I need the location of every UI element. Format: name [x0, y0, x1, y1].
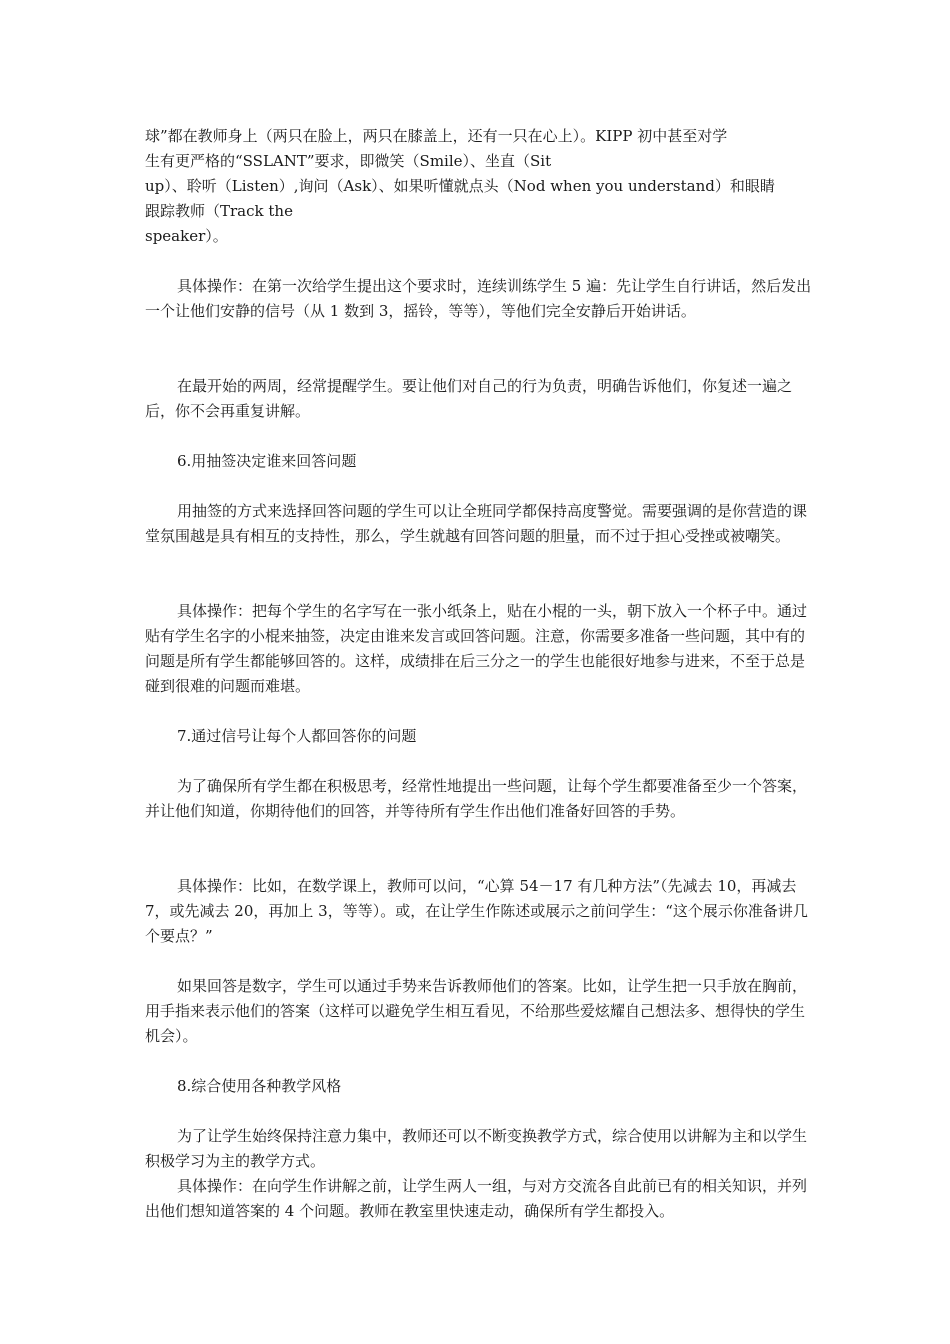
paragraph-practice-2: 具体操作：把每个学生的名字写在一张小纸条上，贴在小棍的一头，朝下放入一个杯子中。通过贴有学生名字的小棍来抽签，决定由谁来发言或回答问题。注意，你需要多准备一些问题，其中有的问题是所有学生都能够回答的。这样，成绩排在后三分之一的学生也能很好地参与进来，不至于总是碰到很难的问题而难堪。	[145, 602, 808, 695]
intro-line: up）、聆听（Listen）,询问（Ask）、如果听懂就点头（Nod when you understand）和眼睛	[145, 177, 775, 195]
intro-line: 跟踪教师（Track the	[145, 202, 293, 220]
section-heading-6: 6.用抽签决定谁来回答问题	[177, 452, 357, 470]
section-heading-8: 8.综合使用各种教学风格	[177, 1077, 342, 1095]
paragraph-reminder: 在最开始的两周，经常提醒学生。要让他们对自己的行为负责，明确告诉他们，你复述一遍之后，你不会再重复讲解。	[145, 377, 793, 420]
paragraph-signals: 为了确保所有学生都在积极思考，经常性地提出一些问题，让每个学生都要准备至少一个答案，并让他们知道，你期待他们的回答，并等待所有学生作出他们准备好回答的手势。	[145, 777, 808, 820]
intro-paragraph	[145, 124, 815, 249]
paragraph-practice-1: 具体操作：在第一次给学生提出这个要求时，连续训练学生 5 遍：先让学生自行讲话，然后发出一个让他们安静的信号（从 1 数到 3，摇铃，等等），等他们完全安静后开始讲话。	[145, 277, 812, 320]
intro-line: 生有更严格的“SSLANT”要求，即微笑（Smile）、坐直（Sit	[145, 152, 552, 170]
section-heading-7: 7.通过信号让每个人都回答你的问题	[177, 727, 417, 745]
paragraph-practice-4: 具体操作：在向学生作讲解之前，让学生两人一组，与对方交流各自此前已有的相关知识，并列出他们想知道答案的 4 个问题。教师在教室里快速走动，确保所有学生都投入。	[145, 1177, 808, 1220]
paragraph-practice-3: 具体操作：比如，在数学课上，教师可以问，“心算 54－17 有几种方法”（先减去 10，再减去 7，或先减去 20，再加上 3，等等）。或，在让学生作陈述或展示之前问学生：“这个展示你准备讲几个要点？”	[145, 877, 808, 945]
paragraph-gestures: 如果回答是数字，学生可以通过手势来告诉教师他们的答案。比如，让学生把一只手放在胸前，用手指来表示他们的答案（这样可以避免学生相互看见，不给那些爱炫耀自己想法多、想得快的学生机会）。	[145, 977, 808, 1045]
intro-line: speaker）。	[145, 227, 228, 245]
paragraph-styles: 为了让学生始终保持注意力集中，教师还可以不断变换教学方式，综合使用以讲解为主和以学生积极学习为主的教学方式。	[145, 1127, 808, 1170]
paragraph-lottery: 用抽签的方式来选择回答问题的学生可以让全班同学都保持高度警觉。需要强调的是你营造的课堂氛围越是具有相互的支持性，那么，学生就越有回答问题的胆量，而不过于担心受挫或被嘲笑。	[145, 502, 808, 545]
intro-line: 球”都在教师身上（两只在脸上，两只在膝盖上，还有一只在心上）。KIPP 初中甚至对学	[145, 127, 728, 145]
